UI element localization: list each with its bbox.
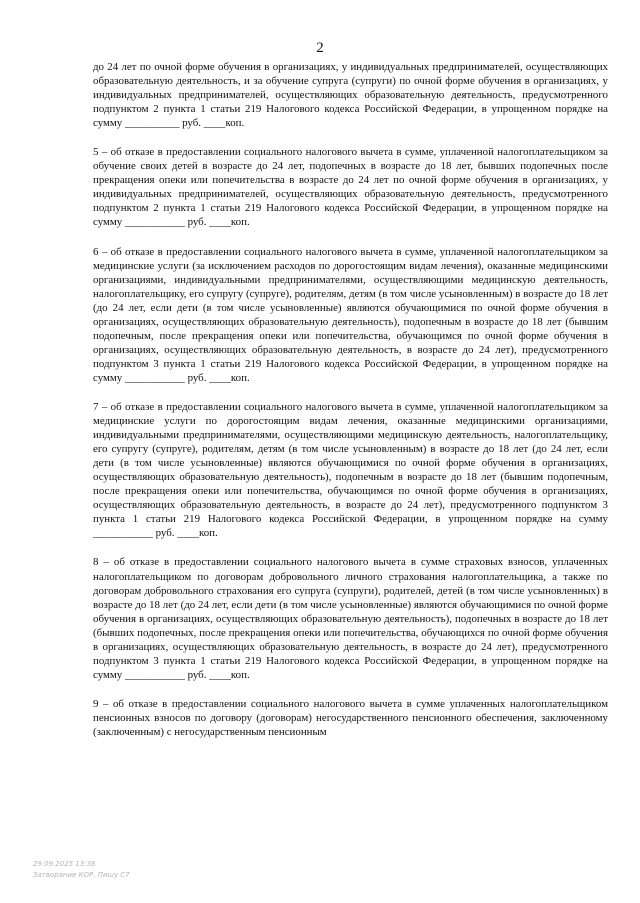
page-number: 2 <box>316 40 324 56</box>
print-footer <box>33 859 130 881</box>
footer-note: Затворяние КОР. Пишу С7 <box>33 871 130 879</box>
document-body <box>93 60 608 739</box>
paragraph-item-8: 8 – об отказе в предоставлении социального налогового вычета в сумме страховых взносов, уплаченных налогоплательщиком по договорам добровольного личного страхования налогоплательщика, а также по договорам добровольного страхования его супруга (супруги), родителей, детей (в том числе усыновленных) в возрасте до 18 лет (до 24 лет, если дети (в том числе усыновленные) являются обучающимися по очной форме обучения в организациях, осуществляющих образовательную деятельность), подопечных в возрасте до 18 лет (бывших подопечных, после прекращения опеки или попечительства, обучающихся по очной форме обучения в организациях, осуществляющих образовательную деятельность, в возрасте до 24 лет), предусмотренного подпунктом 3 пункта 1 статьи 219 Налогового кодекса Российской Федерации, в упрощенном порядке на сумму ___________ руб. ____коп. <box>93 556 608 681</box>
paragraph-item-7: 7 – об отказе в предоставлении социального налогового вычета в сумме, уплаченной налогоплательщиком за медицинские услуги по дорогостоящим видам лечения, оказанные медицинскими организациями, индивидуальными предпринимателями, осуществляющими медицинскую деятельность, налогоплательщику, его супругу (супруге), родителям, детям (в том числе усыновленным) в возрасте до 18 лет (до 24 лет, если дети (в том числе усыновленные) являются обучающимися по очной форме обучения в организациях, осуществляющих образовательную деятельность), подопечным в возрасте до 18 лет (бывшим подопечным, после прекращения опеки или попечительства, обучающимся по очной форме обучения в организациях, осуществляющих образовательную деятельность, в возрасте до 24 лет), предусмотренного подпунктом 3 пункта 1 статьи 219 Налогового кодекса Российской Федерации, в упрощенном порядке на сумму ___________ руб. ____коп. <box>93 400 608 540</box>
paragraph-item-6: 6 – об отказе в предоставлении социального налогового вычета в сумме, уплаченной налогоплательщиком за медицинские услуги (за исключением расходов по дорогостоящим видам лечения), оказанные медицинскими организациями, индивидуальными предпринимателями, осуществляющими медицинскую деятельность, налогоплательщику, его супругу (супруге), родителям, детям (в том числе усыновленным) в возрасте до 18 лет (до 24 лет, если дети (в том числе усыновленные) являются обучающимися по очной форме обучения в организациях, осуществляющих образовательную деятельность), подопечным в возрасте до 18 лет (бывшим подопечным, после прекращения опеки или попечительства, обучающимся по очной форме обучения в организациях, осуществляющих образовательную деятельность, в возрасте до 24 лет), предусмотренного подпунктом 3 пункта 1 статьи 219 Налогового кодекса Российской Федерации, в упрощенном порядке на сумму ___________ руб. ____коп. <box>93 245 608 384</box>
footer-timestamp: 29.09.2025 13:38 <box>33 860 96 868</box>
paragraph-continuation: до 24 лет по очной форме обучения в организациях, у индивидуальных предпринимателей, осуществляющих образовательную деятельность, и за обучение супруга (супруги) по очной форме обучения в организациях, у индивидуальных предпринимателей, осуществляющих образовательную деятельность, предусмотренного подпунктом 2 пункта 1 статьи 219 Налогового кодекса Российской Федерации, в упрощенном порядке на сумму __________ руб. ____коп. <box>93 61 608 130</box>
paragraph-item-5: 5 – об отказе в предоставлении социального налогового вычета в сумме, уплаченной налогоплательщиком за обучение своих детей в возрасте до 24 лет, подопечных в возрасте до 18 лет, бывших подопечных после прекращения опеки или попечительства в возрасте до 24 лет по очной форме обучения в организациях, у индивидуальных предпринимателей, осуществляющих образовательную деятельность, предусмотренного подпунктом 2 пункта 1 статьи 219 Налогового кодекса Российской Федерации, в упрощенном порядке на сумму ___________ руб. ____коп. <box>93 146 608 229</box>
paragraph-item-9: 9 – об отказе в предоставлении социального налогового вычета в сумме уплаченных налогоплательщиком пенсионных взносов по договору (договорам) негосударственного пенсионного обеспечения, заключенному (заключенным) с негосударственным пенсионным <box>93 697 608 738</box>
